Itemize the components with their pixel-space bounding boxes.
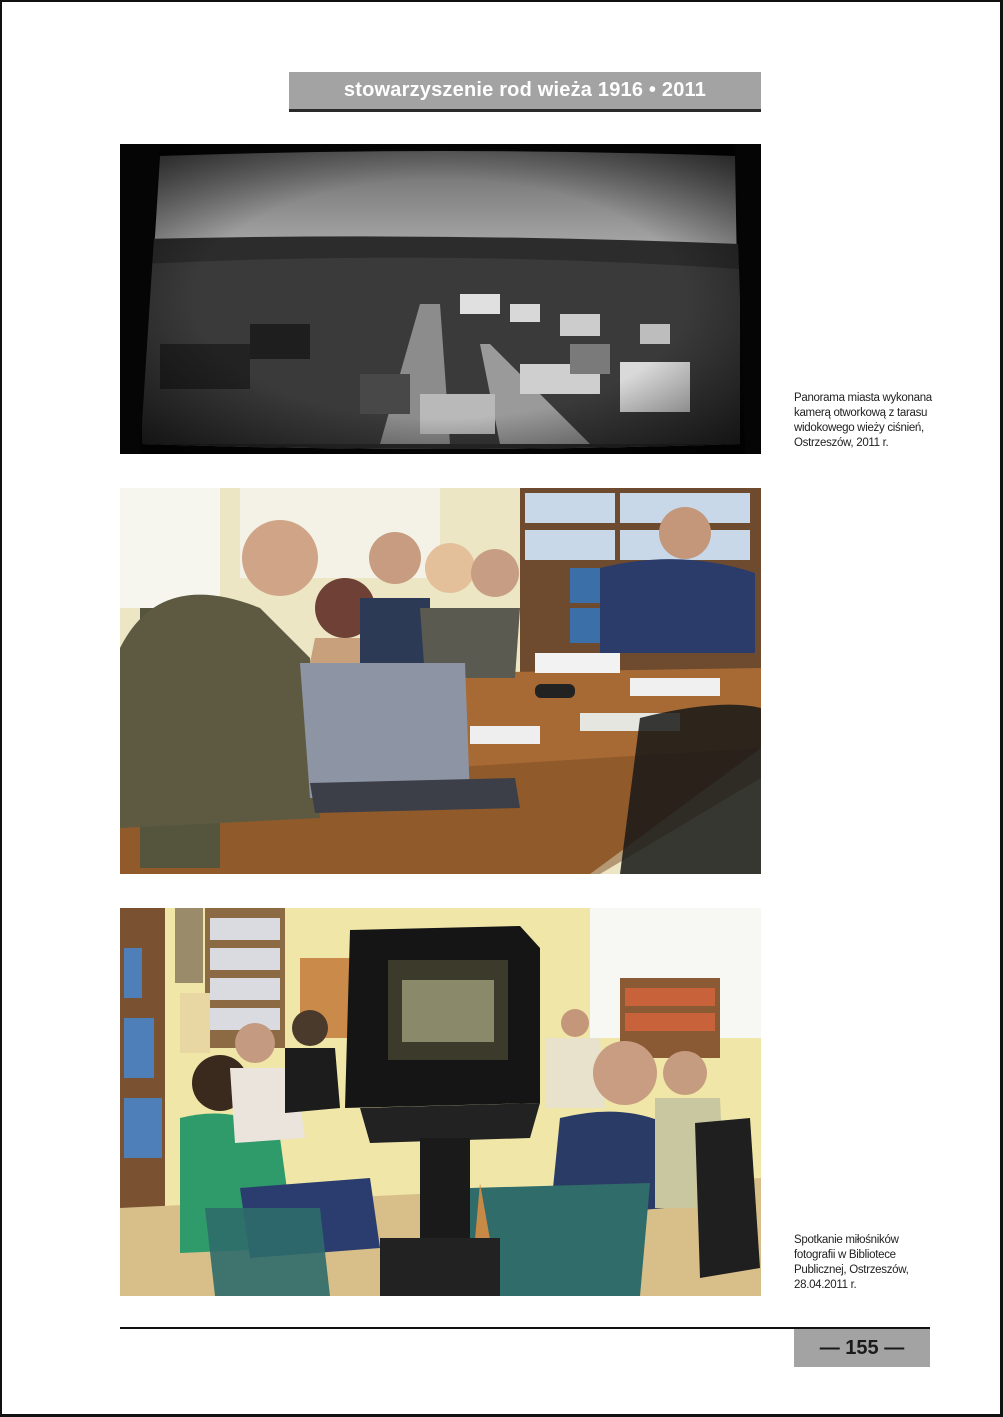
library-photo	[120, 908, 761, 1296]
library-image	[120, 908, 761, 1296]
running-header-title: stowarzyszenie rod wieża 1916 • 2011	[343, 79, 707, 101]
meeting-image	[120, 488, 761, 874]
caption-line: fotografii w Bibliotece	[794, 1249, 896, 1261]
caption-line: Publicznej, Ostrzeszów,	[794, 1264, 909, 1276]
caption-line: Ostrzeszów, 2011 r.	[794, 437, 889, 449]
meeting-photo	[120, 488, 761, 874]
page-number: — 155 —	[819, 1336, 905, 1359]
caption-line: Panorama miasta wykonana	[794, 392, 932, 404]
panorama-image	[120, 144, 761, 454]
page-number-box	[794, 1329, 930, 1367]
panorama-caption	[794, 391, 944, 451]
caption-line: Spotkanie miłośników	[794, 1234, 899, 1246]
panorama-photo	[120, 144, 761, 454]
caption-line: kamerą otworkową z tarasu	[794, 407, 928, 419]
caption-line: 28.04.2011 r.	[794, 1279, 857, 1291]
caption-line: widokowego wieży ciśnień,	[794, 422, 924, 434]
library-caption	[794, 1233, 944, 1293]
running-header	[289, 72, 761, 112]
